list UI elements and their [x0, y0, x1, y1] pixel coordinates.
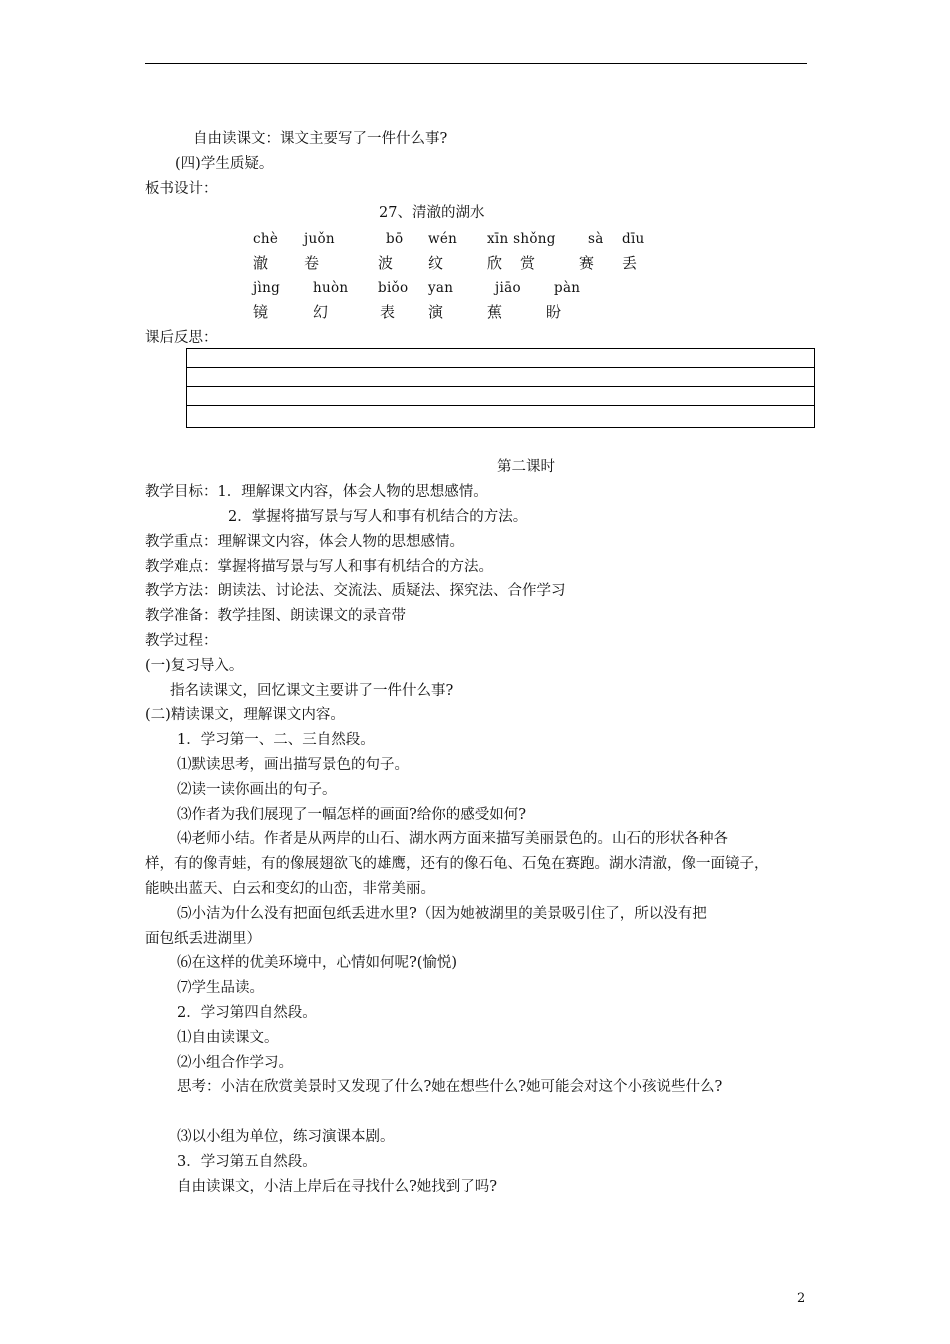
text-line: 自由读课文：课文主要写了一件什么事? [193, 131, 448, 147]
hanzi: 澈 [253, 254, 269, 272]
text-line: 教学准备：教学挂图、朗读课文的录音带 [145, 608, 406, 624]
pinyin: huòn [313, 280, 349, 296]
text-line: 教学重点：理解课文内容，体会人物的思想感情。 [145, 534, 464, 550]
hanzi: 表 [380, 303, 396, 321]
pinyin: pàn [554, 280, 581, 296]
pinyin: biǒo [378, 280, 409, 296]
pinyin: bō [386, 231, 404, 247]
hanzi: 丢 [622, 254, 638, 272]
pinyin: jìng [253, 280, 281, 296]
text-line: ⑸小洁为什么没有把面包纸丢进水里?（因为她被湖里的美景吸引住了，所以没有把 [177, 906, 707, 922]
reflection-row[interactable] [187, 349, 814, 368]
hanzi: 幻 [313, 303, 329, 321]
text-line: (二)精读课文，理解课文内容。 [145, 707, 345, 723]
board-title: 27、清澈的湖水 [379, 205, 485, 221]
text-line: 面包纸丢进湖里） [145, 931, 261, 947]
section-heading: 第二课时 [497, 459, 555, 475]
reflection-label: 课后反思： [145, 330, 218, 346]
text-line: 2．学习第四自然段。 [177, 1005, 317, 1021]
reflection-row[interactable] [187, 406, 814, 425]
text-line: ⑶以小组为单位，练习演课本剧。 [177, 1129, 395, 1145]
pinyin: dīu [622, 231, 645, 247]
pinyin: wén [428, 231, 458, 247]
reflection-table [186, 348, 815, 428]
text-line: 能映出蓝天、白云和变幻的山峦，非常美丽。 [145, 881, 435, 897]
text-line: 2．掌握将描写景与写人和事有机结合的方法。 [228, 509, 528, 525]
pinyin: juǒn [304, 231, 335, 247]
text-line: 自由读课文，小洁上岸后在寻找什么?她找到了吗? [177, 1179, 498, 1195]
hanzi: 蕉 [487, 303, 503, 321]
text-line: 指名读课文，回忆课文主要讲了一件什么事? [170, 683, 454, 699]
text-line: 教学难点：掌握将描写景与写人和事有机结合的方法。 [145, 559, 493, 575]
text-line: ⑴默读思考，画出描写景色的句子。 [177, 757, 409, 773]
text-line: (一)复习导入。 [145, 658, 244, 674]
pinyin: sà [588, 231, 604, 247]
header-rule [145, 63, 807, 64]
hanzi: 纹 [428, 254, 444, 272]
text-line: ⑹在这样的优美环境中，心情如何呢?(愉悦) [177, 955, 458, 971]
pinyin: chè [253, 231, 279, 247]
hanzi: 波 [378, 254, 394, 272]
text-line: 板书设计： [145, 181, 218, 197]
text-line: (四)学生质疑。 [175, 156, 274, 172]
pinyin: xīn shǒng [487, 231, 556, 247]
reflection-row[interactable] [187, 368, 814, 387]
pinyin: yan [428, 280, 454, 296]
text-line: 教学目标：1．理解课文内容，体会人物的思想感情。 [145, 484, 488, 500]
text-line: ⑶作者为我们展现了一幅怎样的画面?给你的感受如何? [177, 807, 527, 823]
text-line: 样，有的像青蛙，有的像展翅欲飞的雄鹰，还有的像石龟、石兔在赛跑。湖水清澈，像一面镜子， [145, 856, 769, 872]
reflection-row[interactable] [187, 387, 814, 406]
text-line: 教学过程： [145, 633, 218, 649]
page-number: 2 [797, 1291, 806, 1306]
text-line: ⑵读一读你画出的句子。 [177, 782, 337, 798]
text-line: ⑷老师小结。作者是从两岸的山石、湖水两方面来描写美丽景色的。山石的形状各种各 [177, 831, 728, 847]
text-line: 思考：小洁在欣赏美景时又发现了什么?她在想些什么?她可能会对这个小孩说些什么? [177, 1079, 723, 1095]
hanzi: 盼 [546, 303, 562, 321]
hanzi: 欣 [487, 254, 503, 272]
hanzi: 赏 [520, 254, 536, 272]
pinyin: jiāo [495, 280, 521, 296]
hanzi: 赛 [579, 254, 595, 272]
text-line: ⑴自由读课文。 [177, 1030, 279, 1046]
text-line: 教学方法：朗读法、讨论法、交流法、质疑法、探究法、合作学习 [145, 583, 566, 599]
text-line: ⑵小组合作学习。 [177, 1055, 293, 1071]
text-line: 1．学习第一、二、三自然段。 [177, 732, 375, 748]
hanzi: 镜 [253, 303, 269, 321]
text-line: 3．学习第五自然段。 [177, 1154, 317, 1170]
hanzi: 卷 [304, 254, 320, 272]
text-line: ⑺学生品读。 [177, 980, 264, 996]
hanzi: 演 [428, 303, 444, 321]
